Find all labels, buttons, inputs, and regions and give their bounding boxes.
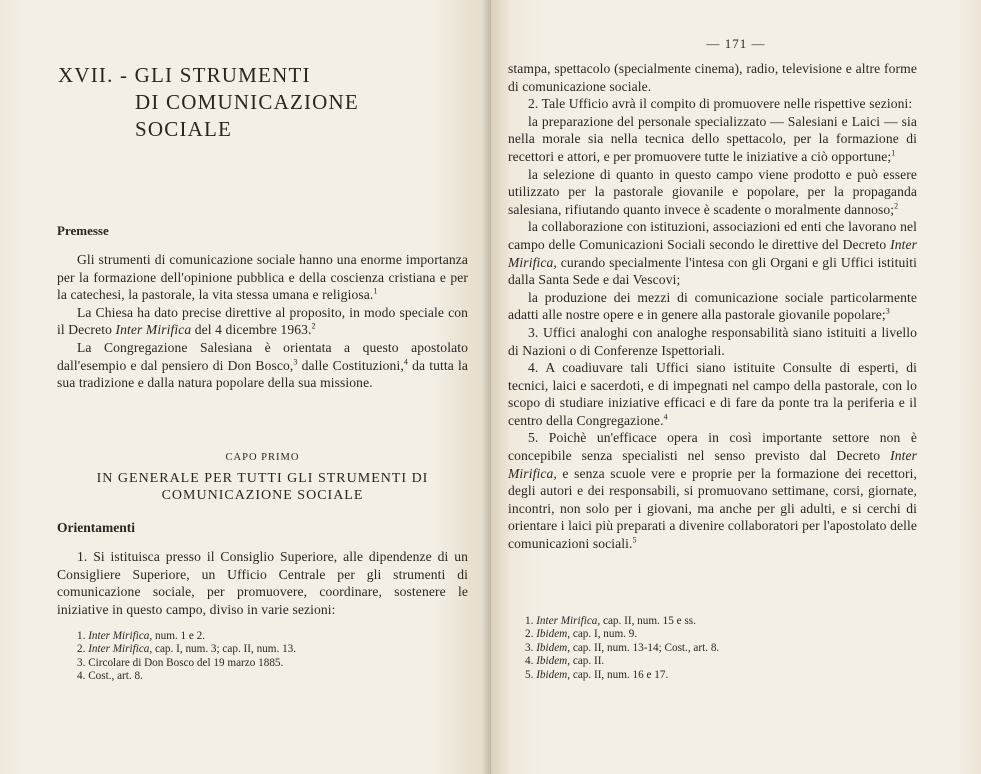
art3-paragraph: 3. Uffici analoghi con analoghe responsabilità siano istituiti a livello di Nazioni o di Conferenze Ispettoriali. (508, 324, 917, 358)
footnote-ref: 4 (403, 357, 408, 367)
footnote-source: Ibidem, (536, 668, 571, 681)
art4-text: 4. A coadiuvare tali Uffici siano istituite Consulte di esperti, di tecnici, laici e sacerdoti, e di impegnati nel campo della pastorale, con lo scopo di studiare iniziative efficaci e di fare da ponte tra la periferia e il centro della Congregazione. (508, 360, 917, 428)
footnote-ref: 2 (894, 201, 899, 211)
footnote-number: 4. (525, 655, 534, 668)
footnote-text: cap. II, num. 15 e ss. (600, 615, 696, 627)
footnote-source: Ibidem, (536, 641, 571, 654)
footnote-number: 3. (77, 656, 86, 669)
footnote-item (77, 643, 296, 656)
item1-text: la preparazione del personale specializzato — Salesiani e Laici — sia nella morale sia nella tecnica dello spettacolo, per la formazione di recettori e attori, e per promuovere tutte le iniziative a ciò opportune; (508, 113, 917, 164)
art2-item-3 (508, 218, 917, 288)
footnote-item (525, 655, 719, 668)
footnote-number: 4. (77, 670, 86, 683)
footnote-item (525, 642, 719, 655)
footnote-ref: 1 (891, 148, 896, 158)
footnote-text: cap. II, num. 13-14; Cost., art. 8. (570, 641, 720, 654)
premesse-p2-text: La Chiesa ha dato precise direttive al proposito, in modo speciale con il Decreto (57, 304, 468, 338)
footnote-text: Circolare di Don Bosco del 19 marzo 1885. (88, 656, 284, 669)
footnote-text: cap. I, num. 9. (570, 628, 638, 641)
footnote-number: 1. (525, 615, 534, 627)
premesse-p3-text-mid: dalle Costituzioni, (297, 357, 404, 373)
item4-text: la produzione dei mezzi di comunicazione sociale particolarmente adatti alle nostre opere e in genere alla pastorale giovanile popolare; (508, 289, 917, 323)
capo-label: CAPO PRIMO (225, 452, 300, 463)
footnote-source: Inter Mirifica, (88, 630, 153, 642)
capo-title-line2: COMUNICAZIONE SOCIALE (161, 488, 364, 503)
right-body (508, 60, 917, 553)
item3-italic: Inter Mirifica, (508, 236, 917, 270)
footnote-ref: 4 (663, 412, 668, 422)
art5-text-end: e senza scuole vere e proprie per la formazione dei recettori, degli autori e dei responsabili, si promuovano settimane, corsi, giornate, incontri, non solo per i giovani, ma anche per gli adulti, e si cerchi di orientare i laici più preparati a divenire collaboratori per l'apostolato delle comunicazioni sociali. (508, 465, 917, 552)
footnote-item (77, 670, 296, 683)
art4-paragraph (508, 359, 917, 429)
art1-body (57, 548, 468, 618)
footnote-ref: 3 (885, 306, 890, 316)
capo-title-line1: IN GENERALE PER TUTTI GLI STRUMENTI DI (96, 471, 429, 486)
premesse-p1-text: Gli strumenti di comunicazione sociale hanno una enorme importanza per la formazione dell'opinione pubblica e della coscienza cristiana e per la catechesi, la pastorale, la vita stessa umana e religiosa. (57, 252, 468, 303)
art2-item-1 (508, 113, 917, 166)
left-footnotes (77, 630, 296, 684)
premesse-p2-italic: Inter Mirifica (115, 322, 192, 338)
art1-paragraph: 1. Si istituisca presso il Consiglio Superiore, alle dipendenze di un Consigliere Superiore, un Ufficio Centrale per gli strumenti di comunicazione sociale, per promuovere, coordinare, sostenere le iniziative in questo campo, diviso in varie sezioni: (57, 549, 468, 617)
continued-paragraph: stampa, spettacolo (specialmente cinema), radio, televisione e altre forme di comunicazione sociale. (508, 61, 917, 94)
footnote-item (525, 615, 719, 628)
art2-item-4 (508, 289, 917, 324)
chapter-title (58, 62, 458, 143)
footnote-text: num. 1 e 2. (152, 630, 206, 642)
footnote-source: Ibidem, (536, 628, 571, 641)
footnote-item (77, 657, 296, 670)
item2-text: la selezione di quanto in questo campo viene prodotto e può essere utilizzato per la pastorale giovanile e popolare, per la propaganda salesiana, rifiutando quanto invece è scadente o moralmente dannoso; (508, 166, 917, 217)
footnote-number: 3. (525, 641, 534, 654)
art2-paragraph: 2. Tale Ufficio avrà il compito di promuovere nelle rispettive sezioni: (528, 96, 913, 112)
capo-title (57, 470, 468, 504)
footnote-number: 2. (77, 643, 86, 656)
chapter-title-line2: DI COMUNICAZIONE SOCIALE (135, 90, 359, 141)
art2-item-2 (508, 166, 917, 219)
footnote-source: Inter Mirifica, (88, 643, 153, 656)
footnote-item (77, 630, 296, 643)
premesse-p2-text-end: del 4 dicembre 1963. (191, 322, 312, 338)
premesse-p3-text-end: da tutta la sua tradizione e dalla natura popolare della sua missione. (57, 357, 469, 391)
footnote-ref: 2 (311, 321, 316, 331)
premesse-heading: Premesse (57, 223, 109, 238)
item3-text-end: curando specialmente l'intesa con gli Organi e gli Uffici istituiti dalla Santa Sede e dai Vescovi; (508, 254, 917, 288)
footnote-ref: 3 (293, 357, 298, 367)
footnote-number: 5. (525, 668, 534, 681)
item3-text: la collaborazione con istituzioni, associazioni ed enti che lavorano nel campo delle Comunicazioni Sociali secondo le direttive del Decreto (508, 219, 917, 252)
premesse-p3-text: La Congregazione Salesiana è orientata a questo apostolato dall'esempio e dal pensiero di Don Bosco, (57, 339, 468, 373)
footnote-number: 2. (525, 628, 534, 641)
premesse-paragraph-3 (57, 339, 468, 392)
art5-paragraph (508, 429, 917, 552)
premesse-paragraph-1 (57, 251, 468, 304)
footnote-item (525, 669, 719, 682)
footnote-number: 1. (77, 630, 86, 642)
right-page (491, 0, 981, 774)
footnote-source: Ibidem, (536, 655, 571, 668)
chapter-title-line1: XVII. - GLI STRUMENTI (58, 63, 311, 87)
footnote-text: cap. II, num. 16 e 17. (570, 668, 669, 681)
footnote-item (525, 628, 719, 641)
premesse-paragraph-2 (57, 304, 468, 339)
footnote-ref: 1 (373, 286, 378, 296)
orientamenti-heading: Orientamenti (57, 520, 135, 535)
page-number: — 171 — (706, 36, 766, 51)
footnote-source: Inter Mirifica, (536, 615, 601, 627)
art5-text: 5. Poichè un'efficace opera in così importante settore non è concepibile senza specialisti nel senso previsto dal Decreto (508, 430, 917, 464)
footnote-text: Cost., art. 8. (88, 670, 143, 683)
footnote-text: cap. II. (570, 655, 605, 668)
right-footnotes (525, 615, 719, 682)
premesse-body (57, 251, 468, 392)
footnote-ref: 5 (632, 535, 637, 545)
footnote-text: cap. I, num. 3; cap. II, num. 13. (152, 643, 297, 656)
art5-italic: Inter Mirifica, (508, 448, 917, 481)
